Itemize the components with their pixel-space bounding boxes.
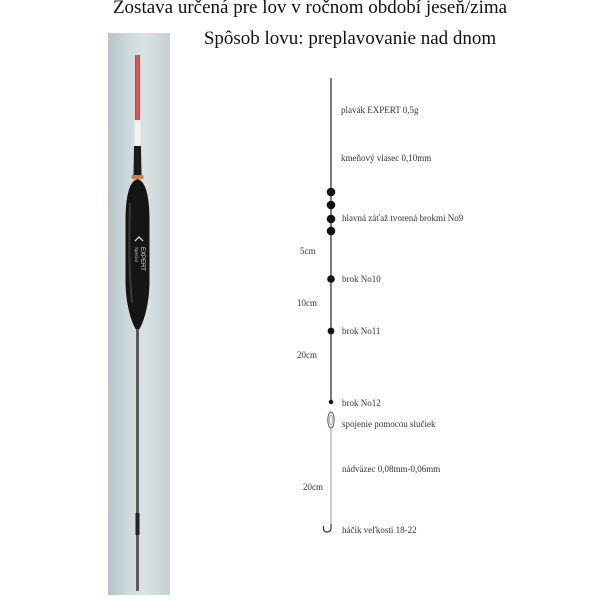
shot-no11 xyxy=(328,328,335,335)
distance-label: 10cm xyxy=(297,298,317,308)
label-hook: háčik veľkosti 18-22 xyxy=(342,525,417,535)
label-shot-no11: brok No11 xyxy=(342,326,381,336)
page-title: Zostava určená pre lov v ročnom období jeseň/zima xyxy=(112,0,508,18)
label-loop-connection: spojenie pomocou slučiek xyxy=(342,419,436,429)
label-main-weight: hlavná záťaž tvorená brokmi No9 xyxy=(342,213,464,223)
shot-no10 xyxy=(327,275,335,283)
shot-no9 xyxy=(327,227,336,236)
distance-label: 20cm xyxy=(297,350,317,360)
shot-no9 xyxy=(327,188,336,197)
label-main-line: kmeňový vlasec 0,10mm xyxy=(341,153,432,163)
shot-no12 xyxy=(329,400,333,404)
page-subtitle: Spôsob lovu: preplavovanie nad dnom xyxy=(203,28,497,49)
distance-label: 5cm xyxy=(300,246,316,256)
label-hooklength: nádväzec 0,08mm-0,06mm xyxy=(342,464,441,474)
shot-no9 xyxy=(327,215,336,224)
loop-connection xyxy=(328,412,334,428)
label-shot-no12: brok No12 xyxy=(342,398,381,408)
hook xyxy=(324,524,332,532)
shot-no9 xyxy=(327,201,336,210)
label-float: plavák EXPERT 0,5g xyxy=(341,105,419,115)
label-shot-no10: brok No10 xyxy=(342,274,381,284)
float-brand-text: EXPERT xyxy=(139,247,145,271)
float-model-text: Special xyxy=(134,247,139,262)
distance-label: 20cm xyxy=(303,482,323,492)
